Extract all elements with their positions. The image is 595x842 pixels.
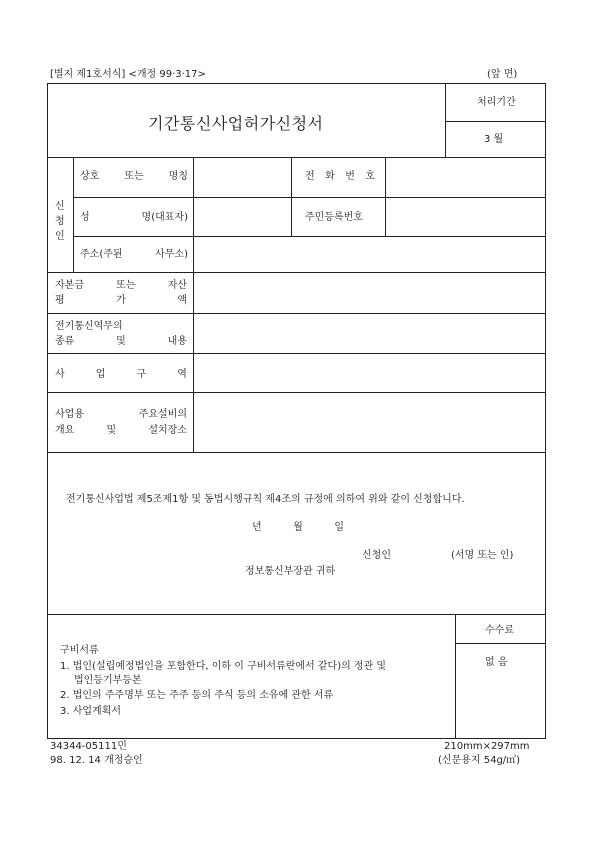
rule-row2 xyxy=(73,236,546,237)
processing-value: 3 월 xyxy=(484,134,504,145)
form-number: [별지 제1호서식] <개정 99·3·17> xyxy=(50,69,206,80)
rule-value-column-2 xyxy=(385,157,386,236)
applicant-group-label-1: 신 xyxy=(55,201,65,212)
document-item-1-cont: 법인등기부등본 xyxy=(74,675,142,686)
representative-label: 성 명(대표자) xyxy=(80,212,188,223)
fee-label: 수수료 xyxy=(485,625,514,636)
rule-title-bottom xyxy=(47,157,546,158)
equipment-label-line1: 사업용 주요설비의 xyxy=(55,409,187,420)
rule-row1 xyxy=(73,197,546,198)
rule-capital-bottom xyxy=(47,313,546,314)
address-label: 주소(주된 사무소) xyxy=(80,249,188,260)
rule-fee-left xyxy=(455,614,456,739)
approval-date: 98. 12. 14 개정승인 xyxy=(50,755,143,766)
signature-instruction: (서명 또는 인) xyxy=(451,550,514,561)
page-side-label: (앞 면) xyxy=(487,69,518,80)
rule-fee xyxy=(455,643,546,644)
rule-service-bottom xyxy=(47,353,546,354)
phone-label: 전 화 번 호 xyxy=(305,171,375,182)
applicant-group-label-2: 청 xyxy=(55,216,65,227)
rule-applicant-bottom xyxy=(47,272,546,273)
declaration-statement: 전기통신사업법 제5조제1항 및 동법시행규칙 제4조의 규정에 의하여 위와 같이 신청합니다. xyxy=(66,494,465,505)
document-item-1: 1. 법인(설립예정법인을 포함한다, 이하 이 구비서류란에서 같다)의 정관 및 xyxy=(60,661,387,672)
applicant-group-label-3: 인 xyxy=(55,231,65,242)
rule-declaration-bottom xyxy=(47,614,546,615)
service-label-line1: 전기통신역무의 xyxy=(55,321,123,332)
document-item-2: 2. 법인의 주주명부 또는 주주 등의 주식 등의 소유에 관한 서류 xyxy=(60,690,334,701)
rule-equipment-bottom xyxy=(47,452,546,453)
service-label-line2: 종류 및 내용 xyxy=(55,336,187,347)
trade-name-label: 상호 또는 명칭 xyxy=(80,171,188,182)
rule-applicant-group xyxy=(73,157,74,272)
form-title: 기간통신사업허가신청서 xyxy=(148,114,324,133)
rule-area-bottom xyxy=(47,392,546,393)
form-code: 34344-05111민 xyxy=(50,741,127,752)
paper-size: 210mm×297mm xyxy=(444,741,530,752)
resident-id-label: 주민등록번호 xyxy=(305,212,363,223)
rule-processing-left xyxy=(445,83,446,157)
document-item-3: 3. 사업계획서 xyxy=(60,706,122,717)
rule-value-column xyxy=(291,157,292,236)
capital-label-line1: 자본금 또는 자산 xyxy=(55,280,187,291)
addressee: 정보통신부장관 귀하 xyxy=(245,566,336,577)
capital-label-line2: 평 가 액 xyxy=(55,295,187,306)
business-area-label: 사 업 구 역 xyxy=(55,369,187,380)
applicant-signature-label: 신청인 xyxy=(362,550,391,561)
rule-label-column xyxy=(193,157,194,452)
declaration-date: 년 월 일 xyxy=(252,522,344,533)
rule-processing xyxy=(445,121,546,122)
processing-label: 처리기간 xyxy=(477,97,516,108)
equipment-label-line2: 개요 및 설치장소 xyxy=(55,425,187,436)
documents-title: 구비서류 xyxy=(60,645,99,656)
fee-value: 없 음 xyxy=(485,657,508,668)
paper-type: (신문용지 54g/㎡) xyxy=(438,755,521,766)
